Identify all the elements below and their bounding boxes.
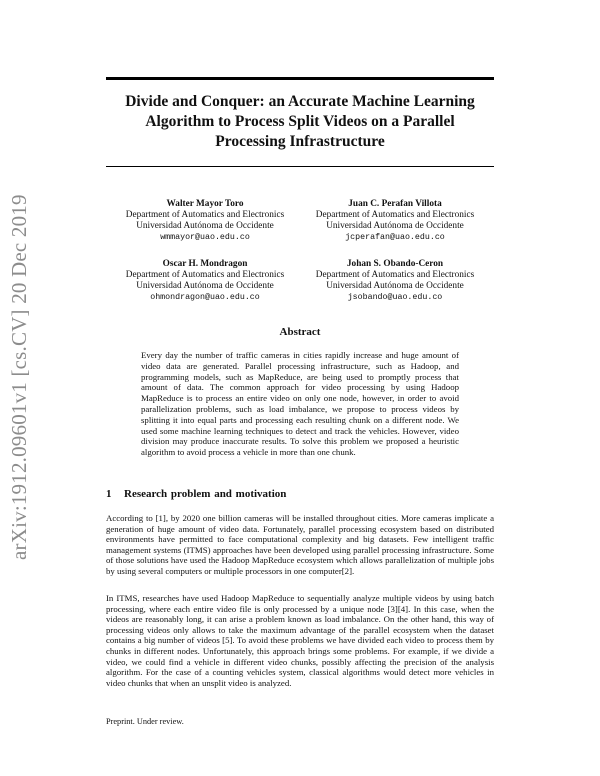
author-name: Oscar H. Mondragon (162, 259, 248, 269)
title-rule-bottom (106, 166, 494, 167)
author-block (105, 199, 305, 243)
author-email: ohmondragon@uao.edu.co (150, 293, 260, 302)
author-department: Department of Automatics and Electronics (315, 210, 475, 220)
abstract-body: Every day the number of traffic cameras in cities rapidly increase and huge amount of video data are generated. Parallel processing infrastructure, such as Hadoop, and programming models, such as MapReduce, are being used to promptly process that amount of data. The common approach for video processing by using Hadoop MapReduce is to process an entire video on only one node, however, in order to avoid parallelization problems, such as load imbalance, we propose to process videos by splitting it into equal parts and processing each resulting chunk on a different node. We used some machine learning techniques to detect and track the vehicles. However, video division may produce inaccurate results. To solve this problem we proposed a heuristic algorithm to avoid process a vehicle in more than one chunk. (141, 350, 459, 458)
author-name: Johan S. Obando-Ceron (346, 259, 444, 269)
author-department: Department of Automatics and Electronics (125, 210, 285, 220)
author-email: jcperafan@uao.edu.co (345, 233, 445, 242)
abstract-heading: Abstract (279, 326, 321, 338)
body-paragraph: In ITMS, researches have used Hadoop MapReduce to sequentially analyze multiple videos by using batch processing, where each entire video file is only processed by a unique node [3][4]. In this case, when the videos are reasonably long, it can arise a problem known as load imbalance. On the other hand, this way of processing videos only allows to take the maximum advantage of the parallel ecosystem when the dataset contains a big number of videos [5]. To avoid these problems we have divided each video to process them by chunks in different nodes. Unfortunately, this approach brings some problems. For example, if we divide a video, we could find a vehicle in different video chunks, possibly affecting the precision of the analysis algorithm. For the case of a counting vehicles system, classical algorithms would detect more vehicles in video chunks that when an unsplit video is analyzed. (106, 593, 494, 688)
author-university: Universidad Autónoma de Occidente (136, 221, 274, 231)
preprint-footer: Preprint. Under review. (106, 717, 184, 726)
title-line: Divide and Conquer: an Accurate Machine Learning (125, 93, 475, 110)
author-name: Juan C. Perafan Villota (348, 199, 442, 209)
body-paragraph: According to [1], by 2020 one billion cameras will be installed throughout cities. More cameras implicate a generation of huge amount of video data. Fortunately, parallel processing ecosystem based on distributed environments have permitted to face computational complexity and big datasets. Few intelligent traffic management systems (ITMS) approaches have been developed using parallel processing infrastructure. Some of those solutions have used the Hadoop MapReduce ecosystem which allows parallelization of multiple jobs by using several computers or multiple processors in one computer[2]. (106, 513, 494, 576)
section-number: 1 (106, 488, 112, 500)
author-email: jsobando@uao.edu.co (347, 293, 443, 302)
author-email: wmmayor@uao.edu.co (160, 233, 250, 242)
title-line: Processing Infrastructure (215, 133, 385, 150)
author-university: Universidad Autónoma de Occidente (136, 281, 274, 291)
author-department: Department of Automatics and Electronics (125, 270, 285, 280)
section-title: Research problem and motivation (124, 488, 287, 500)
title-line: Algorithm to Process Split Videos on a Parallel (145, 113, 455, 130)
arxiv-identifier-stamp: arXiv:1912.09601v1 [cs.CV] 20 Dec 2019 (7, 194, 31, 560)
author-block (295, 199, 495, 243)
author-block (295, 259, 495, 303)
author-block (105, 259, 305, 303)
author-university: Universidad Autónoma de Occidente (326, 281, 464, 291)
paper-title (106, 92, 494, 152)
title-rule-top (106, 77, 494, 80)
section-heading (106, 488, 286, 500)
author-department: Department of Automatics and Electronics (315, 270, 475, 280)
author-name: Walter Mayor Toro (166, 199, 244, 209)
author-university: Universidad Autónoma de Occidente (326, 221, 464, 231)
